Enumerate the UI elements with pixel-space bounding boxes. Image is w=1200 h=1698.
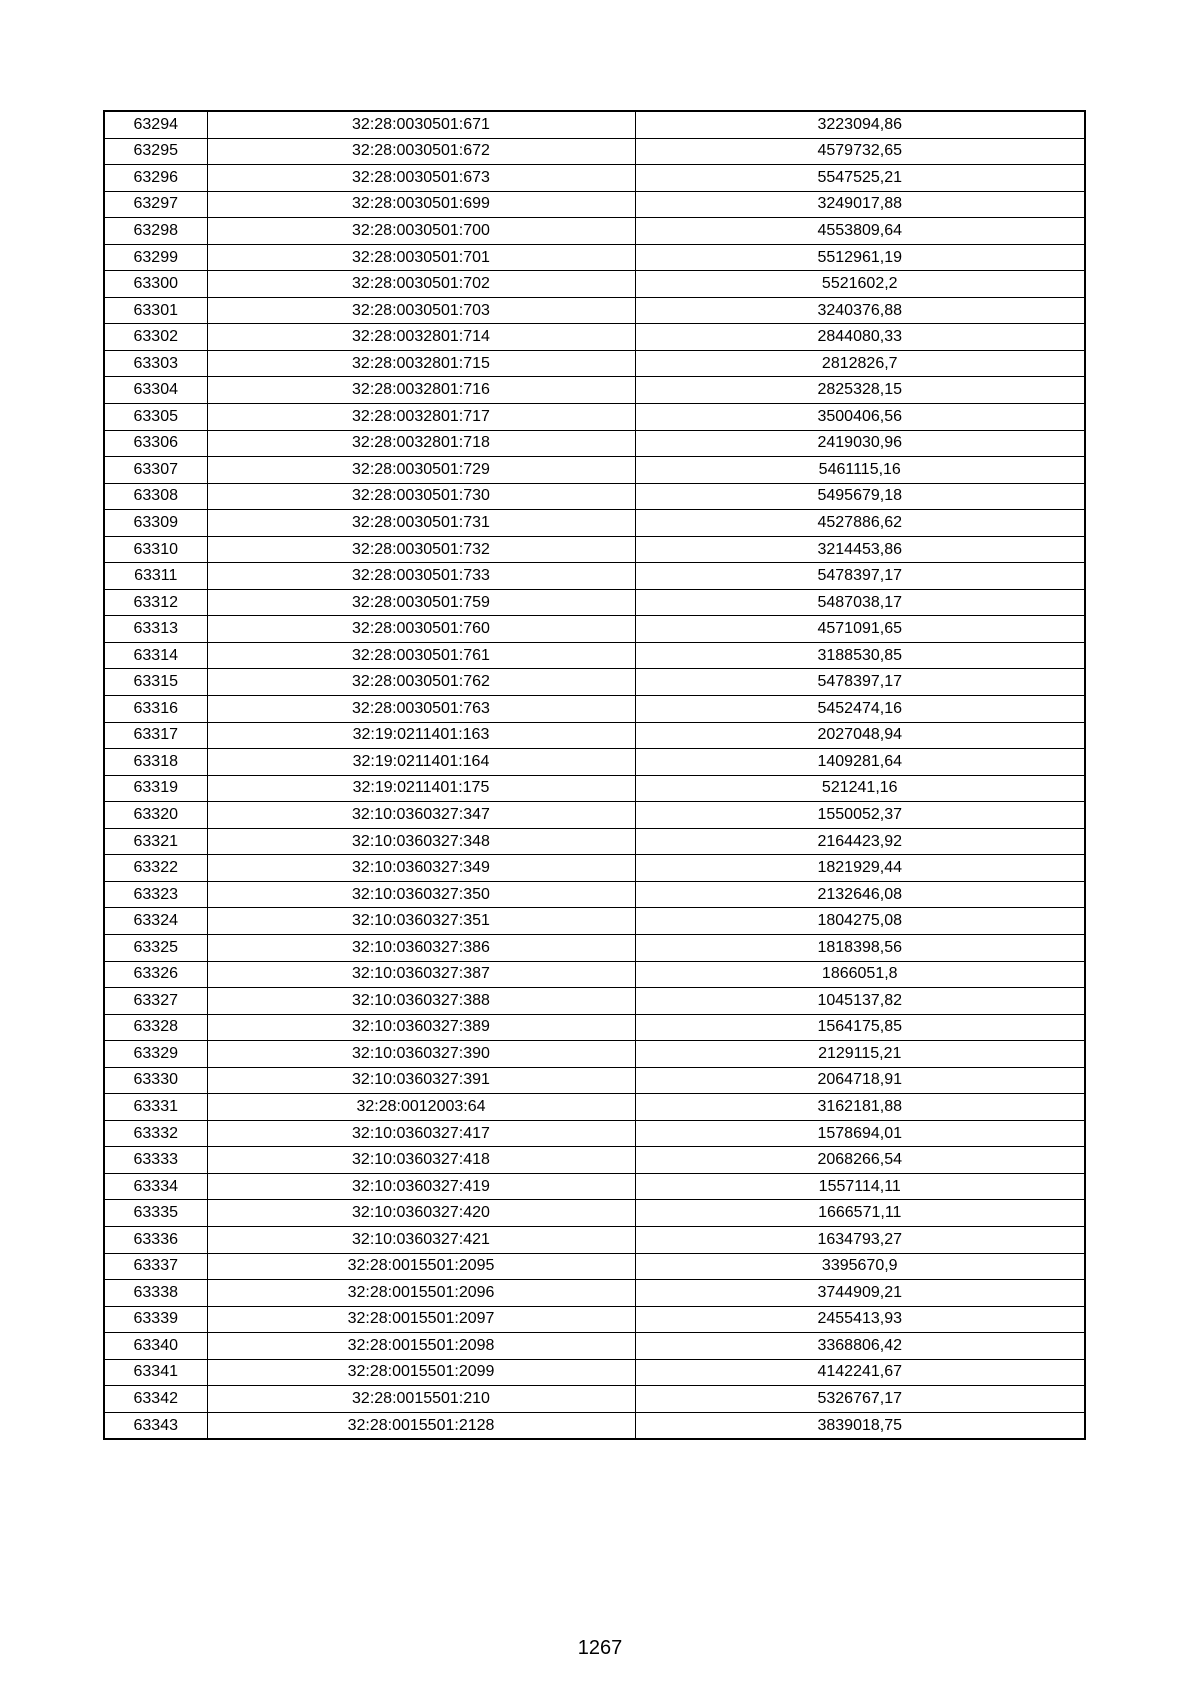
cadastral-number-cell: 32:28:0030501:672 <box>207 138 635 165</box>
row-number-cell: 63325 <box>104 934 207 961</box>
cadastral-number-cell: 32:28:0030501:761 <box>207 642 635 669</box>
value-cell: 2455413,93 <box>635 1306 1085 1333</box>
value-cell: 1550052,37 <box>635 802 1085 829</box>
table-row <box>104 510 1085 537</box>
cadastral-number-cell: 32:28:0015501:2099 <box>207 1359 635 1386</box>
table-row <box>104 324 1085 351</box>
table-row <box>104 1041 1085 1068</box>
value-cell: 2064718,91 <box>635 1067 1085 1094</box>
cadastral-number-cell: 32:28:0030501:731 <box>207 510 635 537</box>
row-number-cell: 63341 <box>104 1359 207 1386</box>
cadastral-number-cell: 32:10:0360327:349 <box>207 855 635 882</box>
row-number-cell: 63322 <box>104 855 207 882</box>
row-number-cell: 63320 <box>104 802 207 829</box>
cadastral-number-cell: 32:28:0030501:730 <box>207 483 635 510</box>
cadastral-number-cell: 32:28:0030501:732 <box>207 536 635 563</box>
cadastral-number-cell: 32:28:0030501:729 <box>207 457 635 484</box>
data-table <box>103 110 1086 1440</box>
cadastral-number-cell: 32:28:0030501:760 <box>207 616 635 643</box>
row-number-cell: 63342 <box>104 1386 207 1413</box>
value-cell: 5521602,2 <box>635 271 1085 298</box>
cadastral-number-cell: 32:10:0360327:417 <box>207 1120 635 1147</box>
cadastral-number-cell: 32:28:0032801:718 <box>207 430 635 457</box>
row-number-cell: 63299 <box>104 244 207 271</box>
row-number-cell: 63312 <box>104 589 207 616</box>
value-cell: 5452474,16 <box>635 696 1085 723</box>
table-row <box>104 642 1085 669</box>
value-cell: 4527886,62 <box>635 510 1085 537</box>
table-row <box>104 775 1085 802</box>
cadastral-number-cell: 32:28:0015501:2095 <box>207 1253 635 1280</box>
row-number-cell: 63335 <box>104 1200 207 1227</box>
table-row <box>104 297 1085 324</box>
cadastral-number-cell: 32:28:0032801:714 <box>207 324 635 351</box>
cadastral-number-cell: 32:28:0030501:673 <box>207 165 635 192</box>
table-row <box>104 589 1085 616</box>
table-row <box>104 669 1085 696</box>
row-number-cell: 63331 <box>104 1094 207 1121</box>
cadastral-number-cell: 32:10:0360327:348 <box>207 828 635 855</box>
table-row <box>104 616 1085 643</box>
row-number-cell: 63324 <box>104 908 207 935</box>
row-number-cell: 63300 <box>104 271 207 298</box>
row-number-cell: 63343 <box>104 1412 207 1439</box>
table-row <box>104 1147 1085 1174</box>
row-number-cell: 63316 <box>104 696 207 723</box>
row-number-cell: 63308 <box>104 483 207 510</box>
row-number-cell: 63313 <box>104 616 207 643</box>
value-cell: 3368806,42 <box>635 1333 1085 1360</box>
value-cell: 1804275,08 <box>635 908 1085 935</box>
value-cell: 1666571,11 <box>635 1200 1085 1227</box>
table-row <box>104 749 1085 776</box>
table-row <box>104 536 1085 563</box>
row-number-cell: 63339 <box>104 1306 207 1333</box>
cadastral-number-cell: 32:10:0360327:347 <box>207 802 635 829</box>
table-row <box>104 828 1085 855</box>
cadastral-number-cell: 32:19:0211401:164 <box>207 749 635 776</box>
row-number-cell: 63301 <box>104 297 207 324</box>
table-row <box>104 1386 1085 1413</box>
value-cell: 2068266,54 <box>635 1147 1085 1174</box>
row-number-cell: 63297 <box>104 191 207 218</box>
row-number-cell: 63332 <box>104 1120 207 1147</box>
value-cell: 3188530,85 <box>635 642 1085 669</box>
cadastral-number-cell: 32:28:0030501:762 <box>207 669 635 696</box>
table-row <box>104 563 1085 590</box>
page-number: 1267 <box>577 1637 623 1659</box>
cadastral-number-cell: 32:28:0015501:2098 <box>207 1333 635 1360</box>
cadastral-number-cell: 32:28:0032801:717 <box>207 404 635 431</box>
value-cell: 1557114,11 <box>635 1173 1085 1200</box>
cadastral-number-cell: 32:10:0360327:350 <box>207 881 635 908</box>
value-cell: 3249017,88 <box>635 191 1085 218</box>
table-row <box>104 1306 1085 1333</box>
row-number-cell: 63296 <box>104 165 207 192</box>
cadastral-number-cell: 32:10:0360327:386 <box>207 934 635 961</box>
value-cell: 5326767,17 <box>635 1386 1085 1413</box>
value-cell: 1821929,44 <box>635 855 1085 882</box>
cadastral-number-cell: 32:28:0030501:700 <box>207 218 635 245</box>
table-row <box>104 1200 1085 1227</box>
row-number-cell: 63328 <box>104 1014 207 1041</box>
row-number-cell: 63321 <box>104 828 207 855</box>
value-cell: 3162181,88 <box>635 1094 1085 1121</box>
row-number-cell: 63340 <box>104 1333 207 1360</box>
table-row <box>104 165 1085 192</box>
value-cell: 5495679,18 <box>635 483 1085 510</box>
value-cell: 4579732,65 <box>635 138 1085 165</box>
row-number-cell: 63304 <box>104 377 207 404</box>
table-body <box>104 111 1085 1439</box>
table-row <box>104 1173 1085 1200</box>
value-cell: 5512961,19 <box>635 244 1085 271</box>
table-row <box>104 430 1085 457</box>
cadastral-number-cell: 32:10:0360327:418 <box>207 1147 635 1174</box>
cadastral-number-cell: 32:28:0032801:715 <box>207 350 635 377</box>
cadastral-number-cell: 32:28:0030501:701 <box>207 244 635 271</box>
table-row <box>104 404 1085 431</box>
row-number-cell: 63305 <box>104 404 207 431</box>
cadastral-number-cell: 32:28:0030501:763 <box>207 696 635 723</box>
value-cell: 2129115,21 <box>635 1041 1085 1068</box>
cadastral-number-cell: 32:19:0211401:163 <box>207 722 635 749</box>
table-row <box>104 855 1085 882</box>
cadastral-number-cell: 32:28:0012003:64 <box>207 1094 635 1121</box>
table-row <box>104 802 1085 829</box>
table-row <box>104 881 1085 908</box>
value-cell: 1818398,56 <box>635 934 1085 961</box>
table-row <box>104 350 1085 377</box>
row-number-cell: 63294 <box>104 111 207 138</box>
row-number-cell: 63326 <box>104 961 207 988</box>
cadastral-number-cell: 32:28:0015501:2128 <box>207 1412 635 1439</box>
table-row <box>104 377 1085 404</box>
row-number-cell: 63315 <box>104 669 207 696</box>
cadastral-number-cell: 32:28:0030501:733 <box>207 563 635 590</box>
row-number-cell: 63317 <box>104 722 207 749</box>
row-number-cell: 63338 <box>104 1280 207 1307</box>
row-number-cell: 63295 <box>104 138 207 165</box>
value-cell: 5547525,21 <box>635 165 1085 192</box>
value-cell: 3839018,75 <box>635 1412 1085 1439</box>
row-number-cell: 63307 <box>104 457 207 484</box>
cadastral-number-cell: 32:28:0030501:671 <box>207 111 635 138</box>
value-cell: 2825328,15 <box>635 377 1085 404</box>
value-cell: 3214453,86 <box>635 536 1085 563</box>
table-row <box>104 111 1085 138</box>
table-row <box>104 1253 1085 1280</box>
row-number-cell: 63303 <box>104 350 207 377</box>
value-cell: 4142241,67 <box>635 1359 1085 1386</box>
cadastral-number-cell: 32:19:0211401:175 <box>207 775 635 802</box>
table-row <box>104 988 1085 1015</box>
value-cell: 5461115,16 <box>635 457 1085 484</box>
table-row <box>104 934 1085 961</box>
cadastral-number-cell: 32:28:0015501:2096 <box>207 1280 635 1307</box>
value-cell: 3223094,86 <box>635 111 1085 138</box>
table-row <box>104 457 1085 484</box>
cadastral-number-cell: 32:10:0360327:387 <box>207 961 635 988</box>
value-cell: 3500406,56 <box>635 404 1085 431</box>
table-row <box>104 908 1085 935</box>
cadastral-number-cell: 32:10:0360327:351 <box>207 908 635 935</box>
value-cell: 1045137,82 <box>635 988 1085 1015</box>
cadastral-number-cell: 32:28:0030501:759 <box>207 589 635 616</box>
value-cell: 2419030,96 <box>635 430 1085 457</box>
table-row <box>104 1359 1085 1386</box>
value-cell: 5478397,17 <box>635 669 1085 696</box>
cadastral-number-cell: 32:28:0015501:2097 <box>207 1306 635 1333</box>
value-cell: 5478397,17 <box>635 563 1085 590</box>
value-cell: 1578694,01 <box>635 1120 1085 1147</box>
table-row <box>104 138 1085 165</box>
cadastral-number-cell: 32:10:0360327:421 <box>207 1226 635 1253</box>
row-number-cell: 63337 <box>104 1253 207 1280</box>
table-row <box>104 1067 1085 1094</box>
row-number-cell: 63318 <box>104 749 207 776</box>
table-row <box>104 218 1085 245</box>
cadastral-number-cell: 32:10:0360327:391 <box>207 1067 635 1094</box>
value-cell: 2132646,08 <box>635 881 1085 908</box>
row-number-cell: 63309 <box>104 510 207 537</box>
table-row <box>104 961 1085 988</box>
value-cell: 1866051,8 <box>635 961 1085 988</box>
row-number-cell: 63327 <box>104 988 207 1015</box>
row-number-cell: 63310 <box>104 536 207 563</box>
table-row <box>104 1094 1085 1121</box>
row-number-cell: 63314 <box>104 642 207 669</box>
row-number-cell: 63306 <box>104 430 207 457</box>
cadastral-number-cell: 32:28:0032801:716 <box>207 377 635 404</box>
cadastral-number-cell: 32:28:0030501:702 <box>207 271 635 298</box>
row-number-cell: 63302 <box>104 324 207 351</box>
table-row <box>104 696 1085 723</box>
value-cell: 4571091,65 <box>635 616 1085 643</box>
row-number-cell: 63330 <box>104 1067 207 1094</box>
value-cell: 2844080,33 <box>635 324 1085 351</box>
cadastral-number-cell: 32:10:0360327:420 <box>207 1200 635 1227</box>
row-number-cell: 63319 <box>104 775 207 802</box>
value-cell: 5487038,17 <box>635 589 1085 616</box>
table-row <box>104 1120 1085 1147</box>
cadastral-number-cell: 32:28:0030501:699 <box>207 191 635 218</box>
value-cell: 3395670,9 <box>635 1253 1085 1280</box>
value-cell: 1634793,27 <box>635 1226 1085 1253</box>
value-cell: 2164423,92 <box>635 828 1085 855</box>
value-cell: 1409281,64 <box>635 749 1085 776</box>
value-cell: 2812826,7 <box>635 350 1085 377</box>
row-number-cell: 63298 <box>104 218 207 245</box>
table-row <box>104 483 1085 510</box>
value-cell: 3744909,21 <box>635 1280 1085 1307</box>
row-number-cell: 63336 <box>104 1226 207 1253</box>
value-cell: 1564175,85 <box>635 1014 1085 1041</box>
row-number-cell: 63323 <box>104 881 207 908</box>
value-cell: 2027048,94 <box>635 722 1085 749</box>
cadastral-number-cell: 32:10:0360327:419 <box>207 1173 635 1200</box>
row-number-cell: 63333 <box>104 1147 207 1174</box>
value-cell: 4553809,64 <box>635 218 1085 245</box>
table-row <box>104 191 1085 218</box>
cadastral-number-cell: 32:28:0030501:703 <box>207 297 635 324</box>
cadastral-number-cell: 32:28:0015501:210 <box>207 1386 635 1413</box>
table-row <box>104 1280 1085 1307</box>
value-cell: 3240376,88 <box>635 297 1085 324</box>
table-row <box>104 1333 1085 1360</box>
cadastral-number-cell: 32:10:0360327:390 <box>207 1041 635 1068</box>
table-row <box>104 244 1085 271</box>
table-row <box>104 271 1085 298</box>
row-number-cell: 63311 <box>104 563 207 590</box>
table-row <box>104 1226 1085 1253</box>
row-number-cell: 63334 <box>104 1173 207 1200</box>
cadastral-number-cell: 32:10:0360327:388 <box>207 988 635 1015</box>
table-row <box>104 1412 1085 1439</box>
cadastral-number-cell: 32:10:0360327:389 <box>207 1014 635 1041</box>
value-cell: 521241,16 <box>635 775 1085 802</box>
table-row <box>104 722 1085 749</box>
row-number-cell: 63329 <box>104 1041 207 1068</box>
table-row <box>104 1014 1085 1041</box>
